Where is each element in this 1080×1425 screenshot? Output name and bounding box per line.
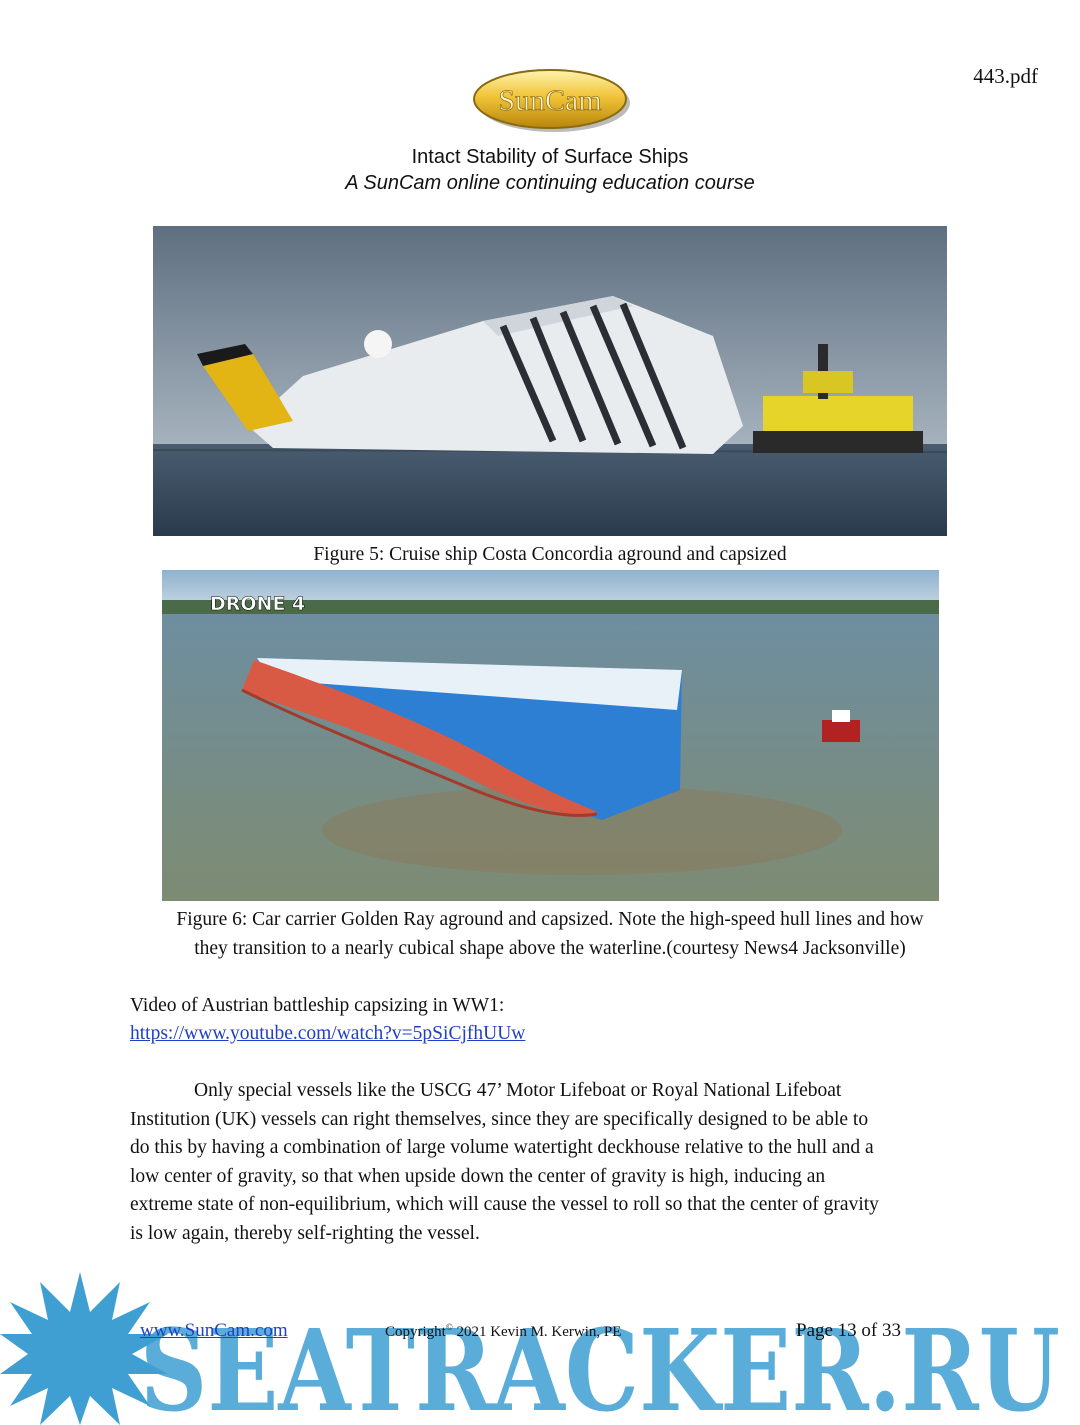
video-link[interactable]: https://www.youtube.com/watch?v=5pSiCjfhUUw — [130, 1023, 526, 1044]
figure-5-photo — [153, 226, 947, 536]
paragraph-line: Institution (UK) vessels can right themselves, since they are specifically designed to be able to — [130, 1108, 869, 1130]
course-subtitle: A SunCam online continuing education course — [345, 172, 755, 194]
suncam-logo — [470, 66, 632, 134]
paragraph-line: extreme state of non-equilibrium, which will cause the vessel to roll so that the center of gravity — [130, 1194, 879, 1215]
copyright-word: Copyright — [385, 1324, 446, 1340]
figure-6-caption-line1: Figure 6: Car carrier Golden Ray aground and capsized. Note the high-speed hull lines and how — [176, 909, 924, 930]
video-label: Video of Austrian battleship capsizing in WW1: — [130, 995, 505, 1016]
figure-5-caption: Figure 5: Cruise ship Costa Concordia aground and capsized — [313, 544, 787, 565]
paragraph-line: low center of gravity, so that when upside down the center of gravity is high, inducing an — [130, 1165, 826, 1187]
watermark-text: SEATRACKER.RU — [140, 1306, 1060, 1425]
copyright-symbol: © — [445, 1322, 453, 1332]
page-number: Page 13 of 33 — [796, 1320, 902, 1341]
paragraph-line: do this by having a combination of large volume watertight deckhouse relative to the hull and a — [130, 1137, 874, 1158]
paragraph-line: Only special vessels like the USCG 47’ Motor Lifeboat or Royal National Lifeboat — [194, 1080, 842, 1101]
body-paragraph — [130, 1077, 970, 1248]
footer-site-link[interactable]: www.SunCam.com — [140, 1320, 288, 1341]
course-title: Intact Stability of Surface Ships — [411, 146, 689, 168]
figure-6-caption-line2: they transition to a nearly cubical shape above the waterline.(courtesy News4 Jacksonville) — [194, 938, 906, 959]
pdf-filename: 443.pdf — [973, 64, 1038, 88]
paragraph-line: is low again, thereby self-righting the vessel. — [130, 1222, 480, 1244]
drone-label: DRONE 4 — [210, 593, 306, 615]
figure-6-photo — [162, 570, 939, 901]
footer-copyright — [385, 1322, 621, 1341]
logo-text: SunCam — [498, 84, 602, 117]
copyright-rest: 2021 Kevin M. Kerwin, PE — [456, 1324, 622, 1340]
watermark — [0, 1262, 1080, 1425]
